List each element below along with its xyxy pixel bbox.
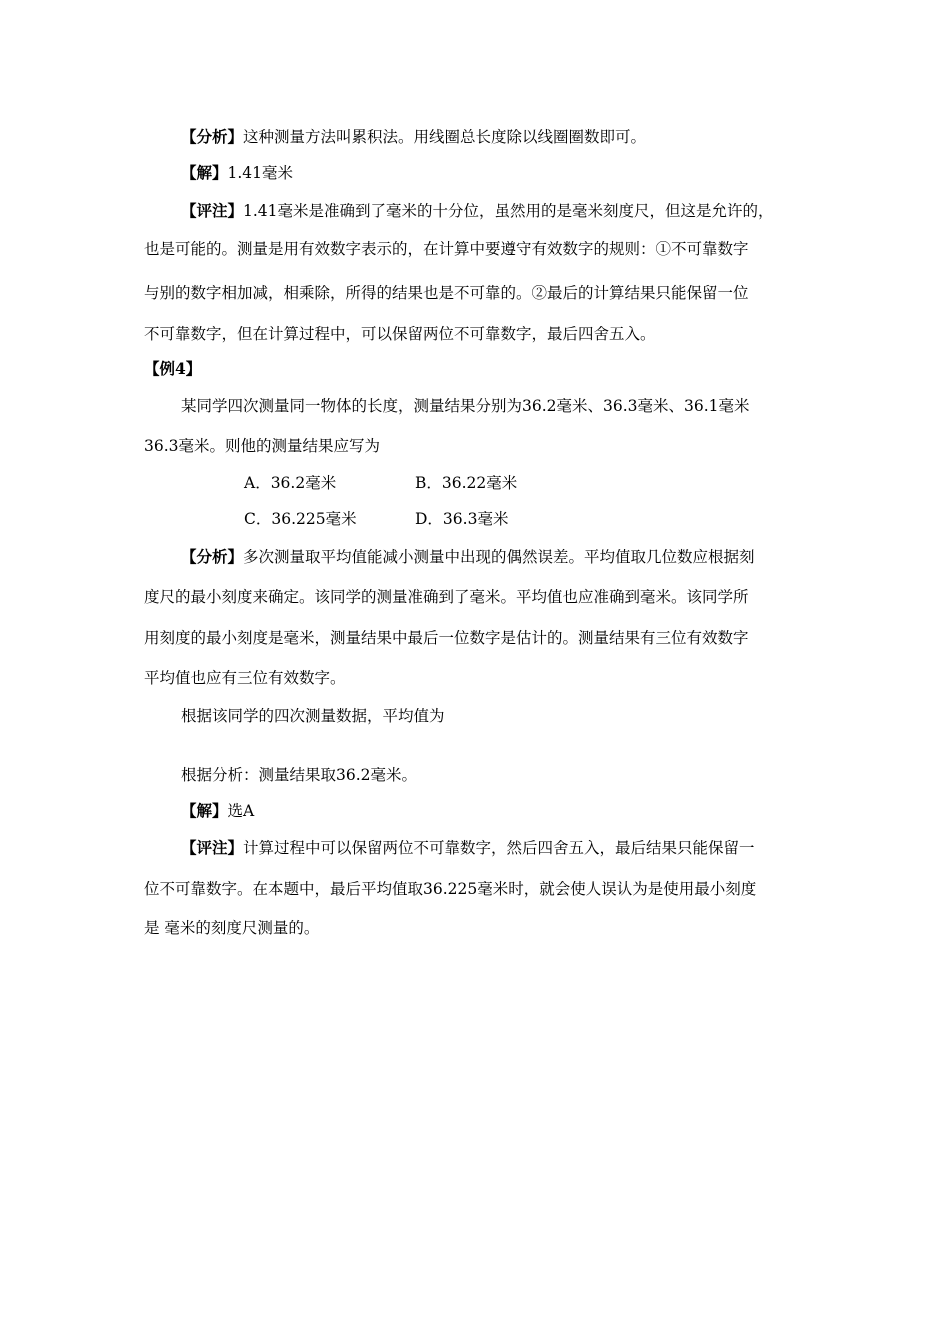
option-a: A．36.2毫米: [244, 474, 337, 492]
option-d: D．36.3毫米: [415, 510, 509, 528]
analysis-paragraph-1: [181, 127, 646, 147]
comment-paragraph-1-line-2: 也是可能的。测量是用有效数字表示的，在计算中要遵守有效数字的规则：①不可靠数字: [144, 240, 749, 258]
average-line: 根据该同学的四次测量数据，平均值为: [181, 707, 445, 725]
result-line: 根据分析：测量结果取36.2毫米。: [181, 766, 418, 784]
analysis-tag: 【分析】: [181, 547, 244, 566]
analysis-tag: 【分析】: [181, 127, 244, 146]
analysis-paragraph-2-line-2: 度尺的最小刻度来确定。该同学的测量准确到了毫米。平均值也应准确到毫米。该同学所: [144, 588, 749, 606]
option-b: B．36.22毫米: [415, 474, 518, 492]
question-line-1: 某同学四次测量同一物体的长度，测量结果分别为36.2毫米、36.3毫米、36.1毫米: [181, 397, 750, 415]
solution-tag: 【解】: [181, 163, 228, 182]
analysis-paragraph-2-line-1: [181, 547, 755, 567]
solution-paragraph-1: [181, 163, 293, 183]
analysis-paragraph-2-line-3: 用刻度的最小刻度是毫米，测量结果中最后一位数字是估计的。测量结果有三位有效数字: [144, 629, 749, 647]
comment-paragraph-1-line-3: 与别的数字相加减，相乘除，所得的结果也是不可靠的。②最后的计算结果只能保留一位: [144, 284, 749, 302]
solution-paragraph-2: [181, 801, 254, 821]
analysis-text: 多次测量取平均值能减小测量中出现的偶然误差。平均值取几位数应根据刻: [243, 548, 755, 566]
option-c: C．36.225毫米: [244, 510, 357, 528]
comment-text: 计算过程中可以保留两位不可靠数字，然后四舍五入，最后结果只能保留一: [243, 839, 755, 857]
analysis-paragraph-2-line-4: 平均值也应有三位有效数字。: [144, 669, 346, 687]
comment-paragraph-1-line-1: [181, 201, 774, 221]
comment-paragraph-2-line-1: [181, 838, 755, 858]
solution-text: 1.41毫米: [227, 164, 294, 182]
comment-paragraph-1-line-4: 不可靠数字，但在计算过程中，可以保留两位不可靠数字，最后四舍五入。: [144, 325, 656, 343]
analysis-text: 这种测量方法叫累积法。用线圈总长度除以线圈圈数即可。: [243, 128, 647, 146]
comment-paragraph-2-line-2: 位不可靠数字。在本题中，最后平均值取36.225毫米时，就会使人误认为是使用最小刻度: [144, 880, 757, 898]
question-line-2: 36.3毫米。则他的测量结果应写为: [144, 437, 381, 455]
comment-text: 1.41毫米是准确到了毫米的十分位，虽然用的是毫米刻度尺，但这是允许的，: [243, 202, 774, 220]
comment-paragraph-2-line-3: 是 毫米的刻度尺测量的。: [144, 919, 320, 937]
solution-tag: 【解】: [181, 801, 228, 820]
solution-text: 选A: [227, 802, 255, 820]
comment-tag: 【评注】: [181, 201, 244, 220]
example-heading: 【例4】: [144, 359, 202, 378]
comment-tag: 【评注】: [181, 838, 244, 857]
